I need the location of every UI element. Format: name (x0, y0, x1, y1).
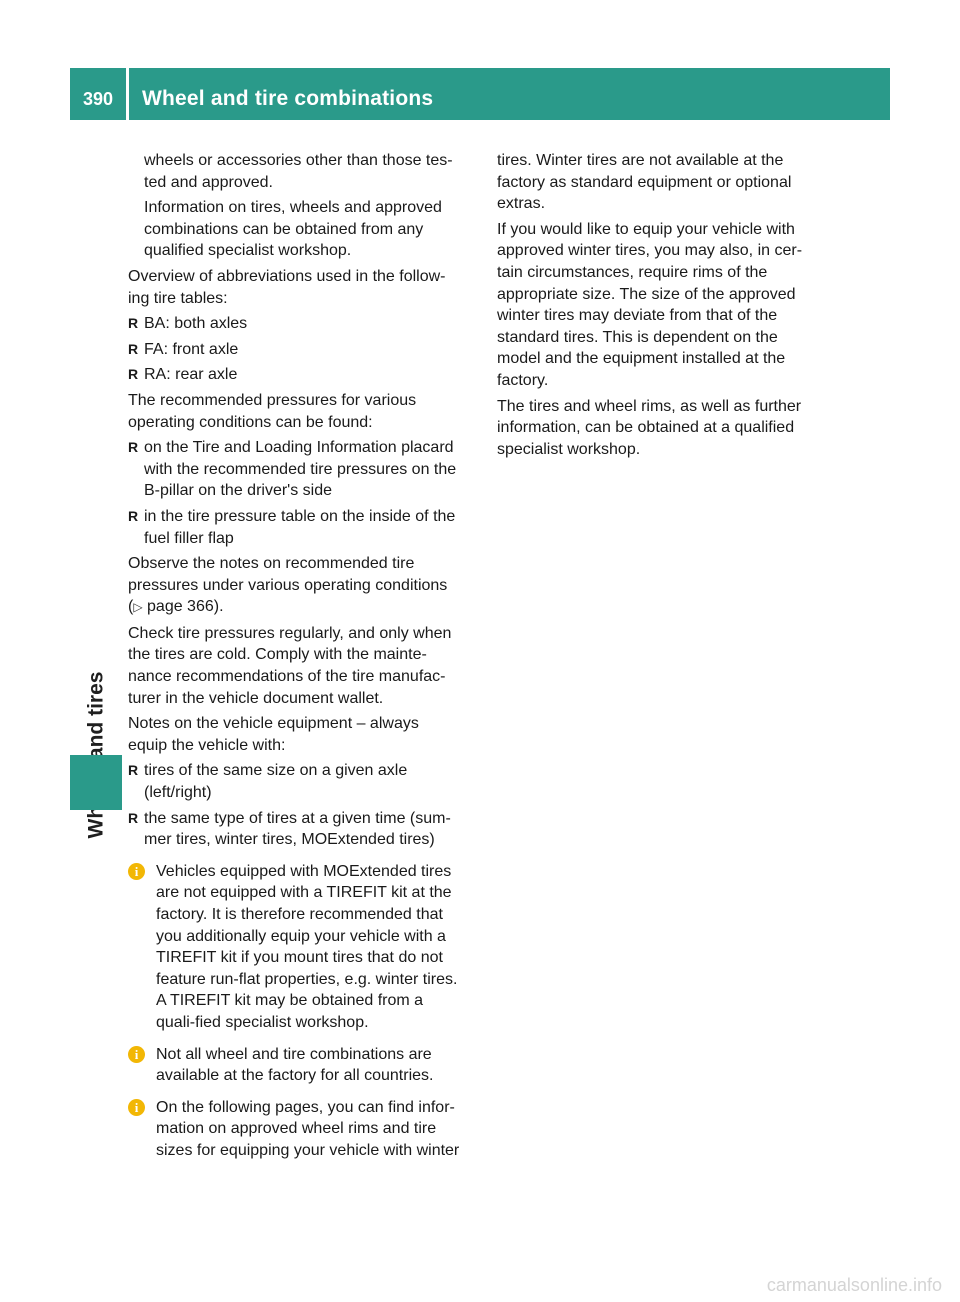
info-icon: i (128, 1046, 145, 1063)
left-column (128, 150, 460, 1172)
section-title: Wheel and tire combinations (142, 87, 434, 110)
equipment-intro: Notes on the vehicle equipment – always equip the vehicle with: (128, 715, 419, 754)
side-tab (70, 120, 122, 1185)
right-column (497, 150, 813, 464)
bullet-icon: R (128, 762, 139, 779)
bullet-icon: R (128, 366, 139, 383)
list-item: R on the Tire and Loading Information placard with the recommended tire pressures on the B-pillar on the driver's side (128, 439, 457, 500)
list-item: R FA: front axle (128, 339, 460, 361)
bullet-icon: R (128, 507, 139, 524)
info-note: i Vehicles equipped with MOExtended tires are not equipped with a TIREFIT kit at the factory. It is therefore recommended that you additionally equip your vehicle with a TIREFIT kit if you mount tires that do not feature run-flat properties, e.g. winter tires. A TIREFIT kit may be obtained from a quali-fied specialist workshop. (128, 861, 460, 1034)
observe-paragraph: Observe the notes on recommended tire pressures under various operating conditions (▷ page 366). (128, 555, 448, 616)
list-item: R the same type of tires at a given time (sum-mer tires, winter tires, MOExtended tires) (128, 809, 451, 849)
list-item: R RA: rear axle (128, 364, 460, 386)
info-icon: i (128, 863, 145, 880)
abbreviations-intro: Overview of abbreviations used in the follow-ing tire tables: (128, 267, 446, 307)
page-number: 390 (82, 88, 114, 109)
list-item: R BA: both axles (128, 313, 460, 335)
list-item: R tires of the same size on a given axle (left/right) (128, 762, 408, 802)
pressures-intro: The recommended pressures for various operating conditions can be found: (128, 391, 417, 431)
info-note: i On the following pages, you can find infor-mation on approved wheel rims and tire sizes for equipping your vehicle with winter (128, 1097, 460, 1162)
side-tab-marker (70, 755, 122, 810)
list-item: R in the tire pressure table on the inside of the fuel filler flap (128, 507, 456, 547)
page-header (70, 68, 890, 120)
continued-text: wheels or accessories other than those tes-ted and approved. (144, 152, 453, 191)
paragraph: If you would like to equip your vehicle with approved winter tires, you may also, in cer-tain circumstances, require rims of the appropriate size. The size of the approved winter tires may deviate from that of the standard tires. This is dependent on the model and the equipment installed at the factory. (497, 220, 803, 389)
bullet-icon: R (128, 439, 139, 456)
paragraph: tires. Winter tires are not available at the factory as standard equipment or optional extras. (497, 152, 792, 213)
info-icon: i (128, 1099, 145, 1116)
bullet-icon: R (128, 809, 139, 826)
info-text: Information on tires, wheels and approved combinations can be obtained from any qualified specialist workshop. (144, 199, 442, 260)
check-paragraph: Check tire pressures regularly, and only when the tires are cold. Comply with the mainte-nance recommendations of the tire manufac-turer in the vehicle document wallet. (128, 624, 452, 707)
bullet-icon: R (128, 340, 139, 357)
header-divider (126, 68, 129, 120)
bullet-icon: R (128, 315, 139, 332)
watermark: carmanualsonline.info (766, 1275, 942, 1295)
paragraph: The tires and wheel rims, as well as further information, can be obtained at a qualified specialist workshop. (497, 397, 802, 458)
page-reference-icon: ▷ (133, 600, 143, 615)
info-note: i Not all wheel and tire combinations are available at the factory for all countries. (128, 1044, 460, 1087)
page-reference-link[interactable]: page 366 (147, 598, 214, 616)
